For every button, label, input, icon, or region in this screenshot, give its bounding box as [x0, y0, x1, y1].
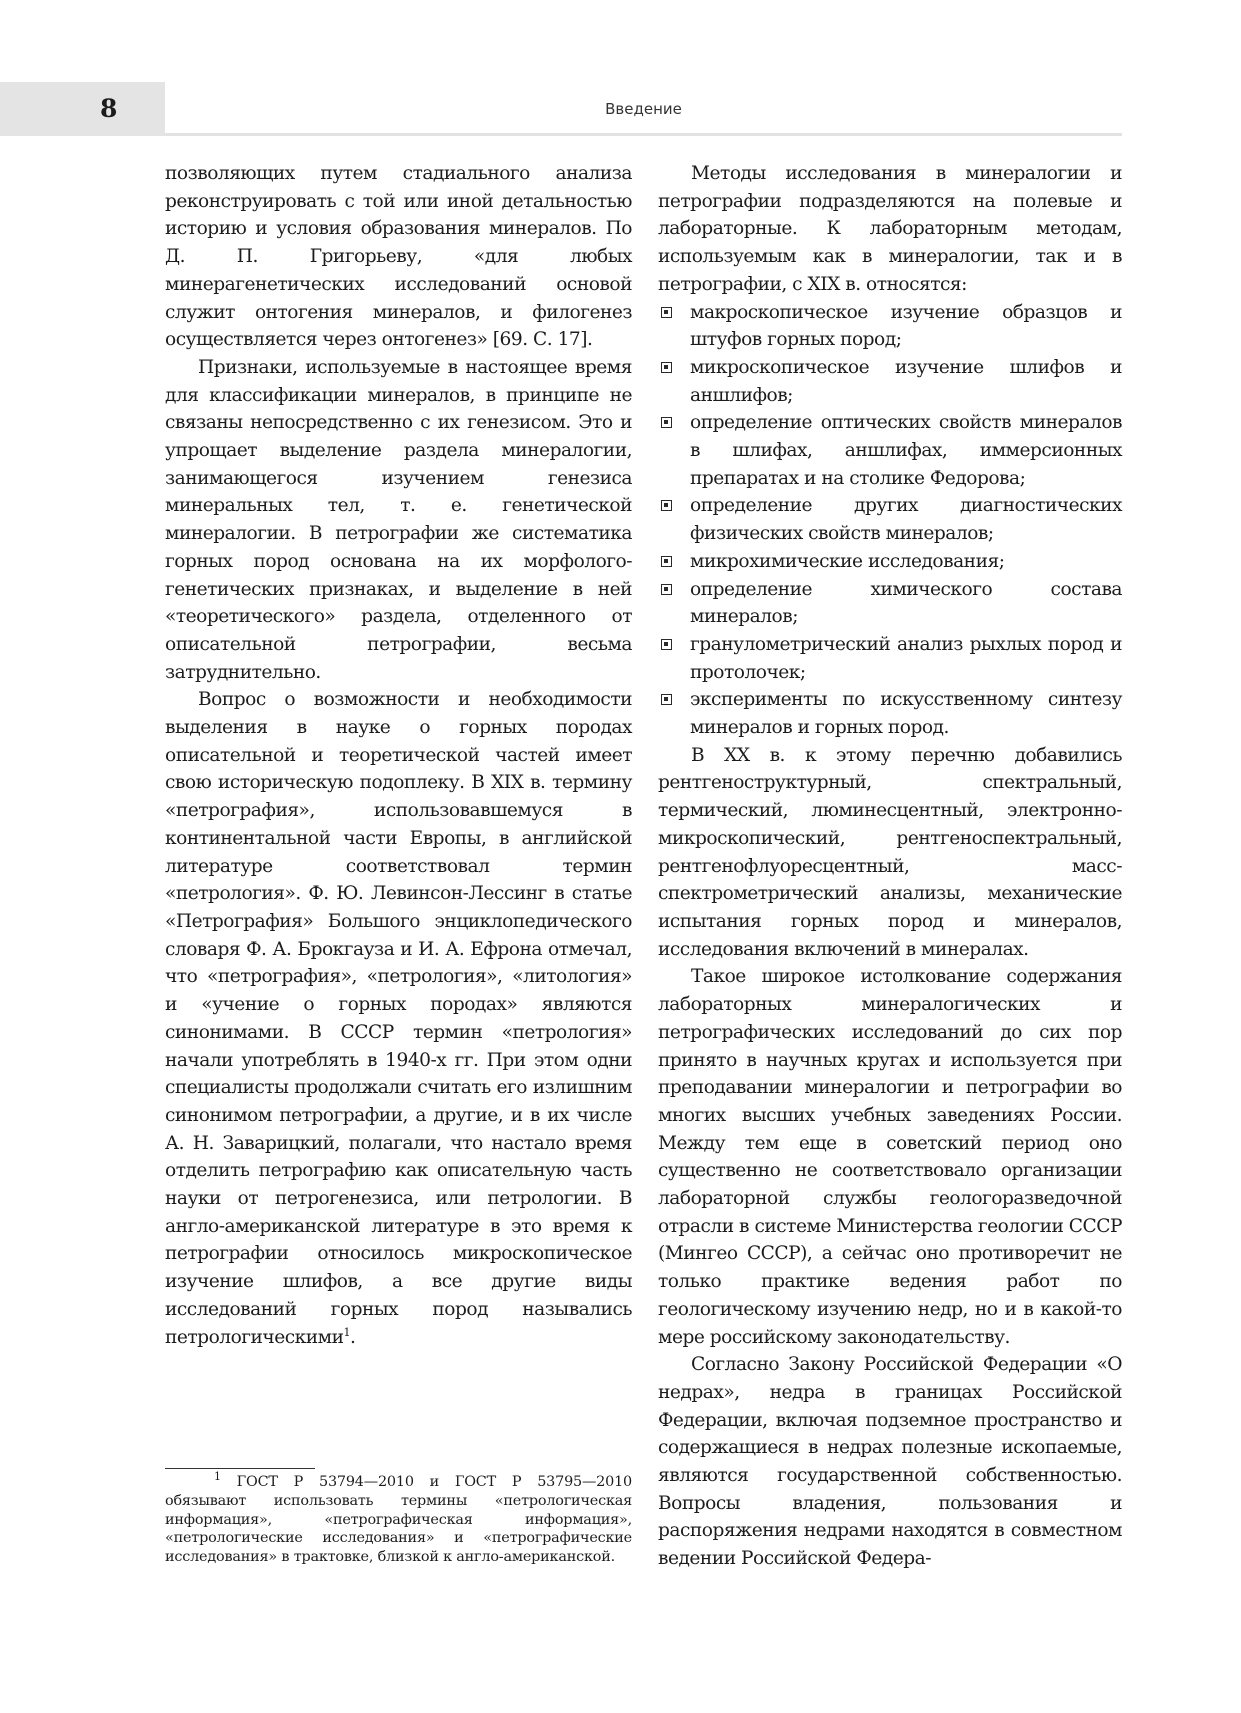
list-item	[658, 576, 1122, 631]
list-item	[658, 299, 1122, 354]
footnote-rule	[165, 1468, 315, 1469]
list-item	[658, 631, 1122, 686]
paragraph: Вопрос о возможности и необходимости выделения в науке о горных породах описательной и теоретической частей имеет свою историческую подоплеку. В XIX в. термину «петрография», использовавшемуся в континентальной части Европы, в английской литературе соответствовал термин «петрология». Ф. Ю. Левинсон-Лессинг в статье «Петрография» Большого энциклопедического словаря Ф. А. Брокгауза и И. А. Ефрона отмечал, что «петрография», «петрология», «литология» и «учение о горных породах» являются синонимами. В СССР термин «петрология» начали употреблять в 1940-х гг. При этом одни специалисты продолжали считать его излишним синонимом петрографии, а другие, и в их числе А. Н. Заварицкий, полагали, что настало время отделить петрографию как описательную часть науки от петрогенезиса, или петрологии. В англо-американской литературе в это время к петрографии относилось микроскопическое изучение шлифов, а все другие виды исследований горных пород назывались петрологическими$^1$.	[165, 689, 632, 1348]
list-item-text: микроскопическое изучение шлифов и аншлифов;	[690, 356, 1122, 406]
running-head: Введение	[605, 100, 682, 118]
list-item-text: определение химического состава минералов;	[690, 578, 1122, 628]
header-rule	[165, 133, 1122, 136]
square-bullet-icon	[661, 584, 672, 595]
list-item-text: микрохимические исследования;	[690, 550, 1005, 572]
page-header	[0, 82, 1122, 136]
right-column	[658, 160, 1122, 1573]
list-item	[658, 354, 1122, 409]
paragraph: Признаки, используемые в настоящее время для классификации минералов, в принципе не связаны непосредственно с их генезисом. Это и упрощает выделение раздела минералогии, занимающегося изучением генезиса минеральных тел, т. е. генетической минералогии. В петрографии же систематика горных пород основана на их морфолого-генетических признаках, и выделение в ней «теоретического» раздела, отделенного от описательной петрографии, весьма затруднительно.	[165, 356, 632, 683]
paragraph: Согласно Закону Российской Федерации «О недрах», недра в границах Российской Федерации, включая подземное пространство и содержащиеся в недрах полезные ископаемые, являются государственной собственностью. Вопросы владения, пользования и распоряжения недрами находятся в совместном ведении Российской Федера-	[658, 1354, 1122, 1570]
list-item-text: определение оптических свойств минералов в шлифах, аншлифах, иммерсионных препаратах и на столике Федорова;	[690, 412, 1122, 489]
footnote-reference: 1	[343, 1325, 351, 1339]
paragraph: позволяющих путем стадиального анализа реконструировать с той или иной детальностью историю и условия образования минералов. По Д. П. Григорьеву, «для любых минерагенетических исследований основой служит онтогения минералов, и филогенез осуществляется через онтогенез» [69. С. 17].	[165, 163, 632, 351]
square-bullet-icon	[661, 417, 672, 428]
footnote-number: 1	[214, 1470, 221, 1484]
list-item	[658, 492, 1122, 547]
square-bullet-icon	[661, 639, 672, 650]
footnote-text: ГОСТ Р 53794—2010 и ГОСТ Р 53795—2010 обязывают использовать термины «петрологическая информация», «петрографическая информация», «петрологические исследования» и «петрографические исследования» в трактовке, близкой к англо-американской.	[165, 1474, 632, 1566]
square-bullet-icon	[661, 694, 672, 705]
footnote	[165, 1470, 632, 1567]
list-item-text: эксперименты по искусственному синтезу минералов и горных пород.	[690, 689, 1122, 739]
paragraph: Такое широкое истолкование содержания лабораторных минералогических и петрографических исследований до сих пор принято в научных кругах и используется при преподавании минералогии и петрографии во многих высших учебных заведениях России. Между тем еще в советский период оно существенно не соответствовало организации лабораторной службы геологоразведочной отрасли в системе Министерства геологии СССР (Мингео СССР), а сейчас оно противоречит не только практике ведения работ по геологическому изучению недр, но и в какой-то мере российскому законодательству.	[658, 966, 1122, 1348]
footnote-paragraph	[165, 1470, 632, 1567]
list-item	[658, 548, 1122, 576]
list-item	[658, 409, 1122, 492]
square-bullet-icon	[661, 307, 672, 318]
square-bullet-icon	[661, 556, 672, 567]
list-item-text: гранулометрический анализ рыхлых пород и протолочек;	[690, 633, 1122, 683]
paragraph-text: Вопрос о возможности и необходимости выделения в науке о горных породах описательной и теоретической частей имеет свою историческую подоплеку. В XIX в. термину «петрография», использовавшемуся в континентальной части Европы, в английской литературе соответствовал термин «петрология». Ф. Ю. Левинсон-Лессинг в статье «Петрография» Большого энциклопедического словаря Ф. А. Брокгауза и И. А. Ефрона отмечал, что «петрография», «петрология», «литология» и «учение о горных породах» являются синонимами. В СССР термин «петрология» начали употреблять в 1940-х гг. При этом одни специалисты продолжали считать его излишним синонимом петрографии, а другие, и в их числе А. Н. Заварицкий, полагали, что настало время отделить петрографию как описательную часть науки от петрогенезиса, или петрологии. В англо-американской литературе в это время к петрографии относилось микроскопическое изучение шлифов, а все другие виды исследований горных пород назывались петрологическими	[165, 689, 632, 1348]
page-number: 8	[100, 94, 118, 123]
left-column	[165, 160, 632, 1351]
paragraph: Методы исследования в минералогии и петрографии подразделяются на полевые и лабораторные. К лабораторным методам, используемым как в минералогии, так и в петрографии, с XIX в. относятся:	[658, 163, 1122, 295]
list-item-text: определение других диагностических физических свойств минералов;	[690, 495, 1122, 545]
square-bullet-icon	[661, 362, 672, 373]
list-item	[658, 686, 1122, 741]
list-item-text: макроскопическое изучение образцов и штуфов горных пород;	[690, 301, 1122, 351]
square-bullet-icon	[661, 500, 672, 511]
paragraph: В XX в. к этому перечню добавились рентгеноструктурный, спектральный, термический, люминесцентный, электронно-микроскопический, рентгеноспектральный, рентгенофлуоресцентный, масс-спектрометрический анализы, механические испытания горных пород и минералов, исследования включений в минералах.	[658, 744, 1122, 960]
methods-list	[658, 299, 1122, 742]
